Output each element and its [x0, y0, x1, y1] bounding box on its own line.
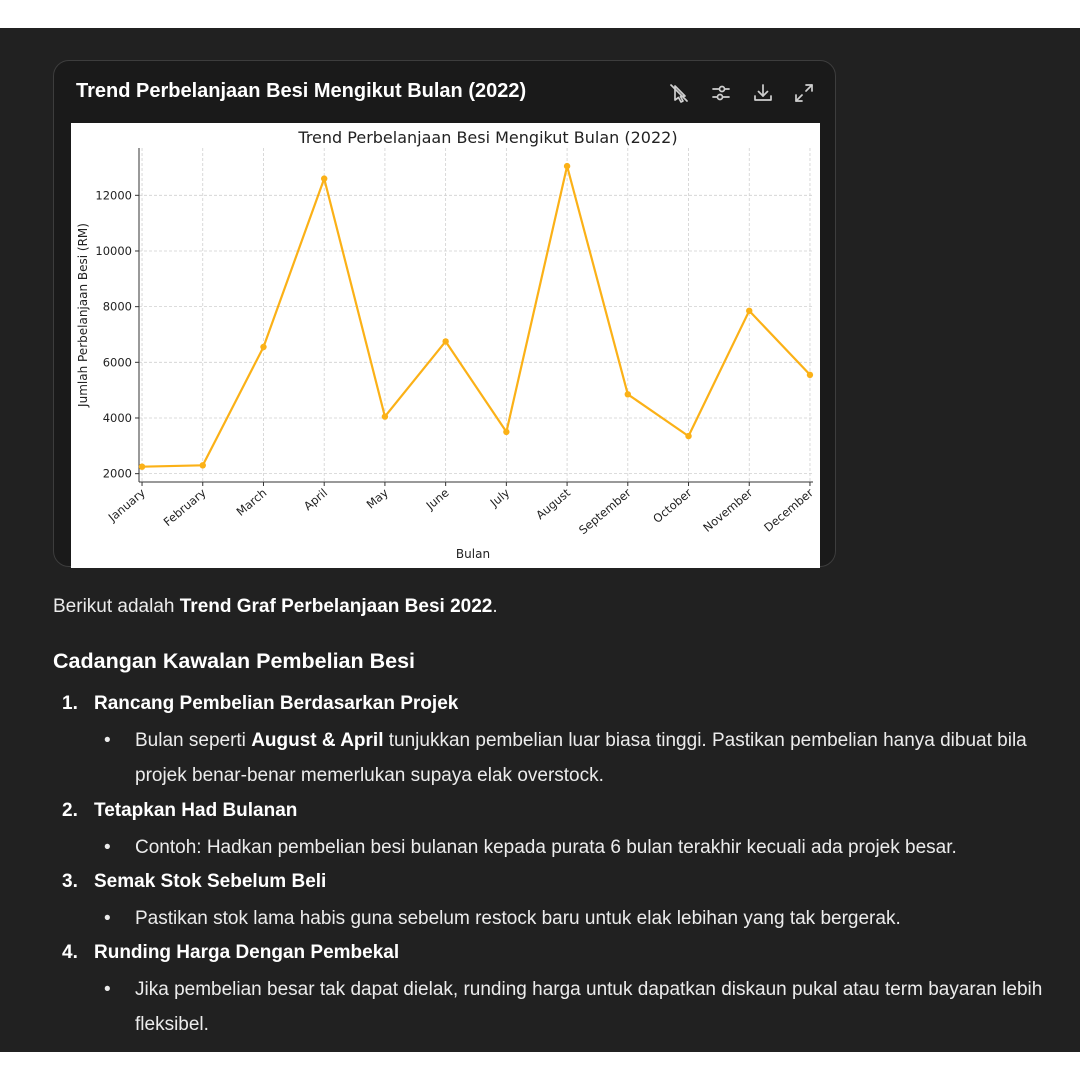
list-item-3 — [62, 871, 326, 893]
x-axis-label: Bulan — [455, 547, 491, 561]
expand-icon[interactable] — [792, 81, 816, 105]
data-point — [382, 413, 388, 419]
data-point — [260, 344, 266, 350]
x-tick-label: January — [105, 485, 148, 525]
data-point — [685, 433, 691, 439]
x-tick-label: April — [300, 485, 331, 514]
list-title: Semak Stok Sebelum Beli — [94, 871, 327, 892]
bullet-text: Bulan seperti August & April tunjukkan pembelian luar biasa tinggi. Pastikan pembelian hanya dibuat bila projek benar-benar memerlukan supaya elak overstock. — [135, 730, 1027, 786]
download-icon[interactable] — [751, 81, 775, 105]
list-title: Tetapkan Had Bulanan — [94, 800, 298, 821]
line-chart — [71, 123, 820, 568]
data-point — [625, 391, 631, 397]
section-heading: Cadangan Kawalan Pembelian Besi — [53, 649, 416, 673]
list-item-1 — [62, 693, 458, 715]
intro-bold: Trend Graf Perbelanjaan Besi 2022 — [179, 596, 493, 617]
list-number: 3. — [62, 871, 78, 892]
intro-text — [53, 596, 498, 618]
series-line — [142, 166, 810, 467]
intro-prefix: Berikut adalah — [53, 596, 180, 617]
bullet-4 — [104, 972, 1054, 1042]
y-tick-label: 6000 — [102, 355, 132, 370]
bullet-dot: • — [104, 979, 111, 1000]
x-tick-label: November — [700, 485, 756, 535]
list-number: 1. — [62, 693, 78, 714]
x-tick-label: February — [160, 485, 209, 530]
data-point — [564, 163, 570, 169]
x-tick-label: July — [487, 485, 513, 510]
bullet-2 — [104, 830, 1054, 865]
list-title: Runding Harga Dengan Pembekal — [94, 942, 400, 963]
bullet-3 — [104, 901, 1054, 936]
list-number: 2. — [62, 800, 78, 821]
x-tick-label: March — [233, 485, 270, 519]
x-tick-label: September — [576, 485, 634, 538]
data-point — [442, 338, 448, 344]
data-point — [503, 429, 509, 435]
x-tick-label: December — [761, 485, 816, 535]
x-tick-label: June — [423, 485, 452, 513]
x-tick-label: October — [650, 485, 695, 526]
bullet-dot: • — [104, 837, 111, 858]
y-tick-label: 2000 — [102, 466, 132, 481]
bullet-1 — [104, 723, 1054, 793]
bullet-text: Contoh: Hadkan pembelian besi bulanan kepada purata 6 bulan terakhir kecuali ada projek besar. — [135, 837, 957, 858]
list-number: 4. — [62, 942, 78, 963]
list-item-2 — [62, 800, 297, 822]
list-item-4 — [62, 942, 399, 964]
data-point — [807, 372, 813, 378]
intro-suffix: . — [492, 596, 498, 617]
chat-area — [0, 28, 1080, 1052]
bullet-text: Jika pembelian besar tak dapat dielak, runding harga untuk dapatkan diskaun pukal atau term bayaran lebih fleksibel. — [135, 979, 1043, 1035]
data-point — [321, 175, 327, 181]
sliders-icon[interactable] — [709, 81, 733, 105]
chart-card-title: Trend Perbelanjaan Besi Mengikut Bulan (2022) — [76, 80, 527, 102]
y-tick-label: 8000 — [102, 299, 132, 314]
pointer-off-icon[interactable] — [667, 81, 691, 105]
bullet-text: Pastikan stok lama habis guna sebelum restock baru untuk elak lebihan yang tak bergerak. — [135, 908, 901, 929]
y-tick-label: 10000 — [95, 243, 132, 258]
bullet-dot: • — [104, 908, 111, 929]
x-tick-label: August — [533, 485, 574, 523]
chart-title: Trend Perbelanjaan Besi Mengikut Bulan (2022) — [298, 128, 678, 147]
data-point — [139, 463, 145, 469]
x-tick-label: May — [363, 485, 391, 512]
data-point — [200, 462, 206, 468]
data-point — [746, 308, 752, 314]
bullet-dot: • — [104, 730, 111, 751]
list-title: Rancang Pembelian Berdasarkan Projek — [94, 693, 459, 714]
chart-card — [53, 60, 836, 567]
y-tick-label: 12000 — [95, 188, 132, 203]
y-tick-label: 4000 — [102, 410, 132, 425]
y-axis-label: Jumlah Perbelanjaan Besi (RM) — [76, 223, 90, 407]
